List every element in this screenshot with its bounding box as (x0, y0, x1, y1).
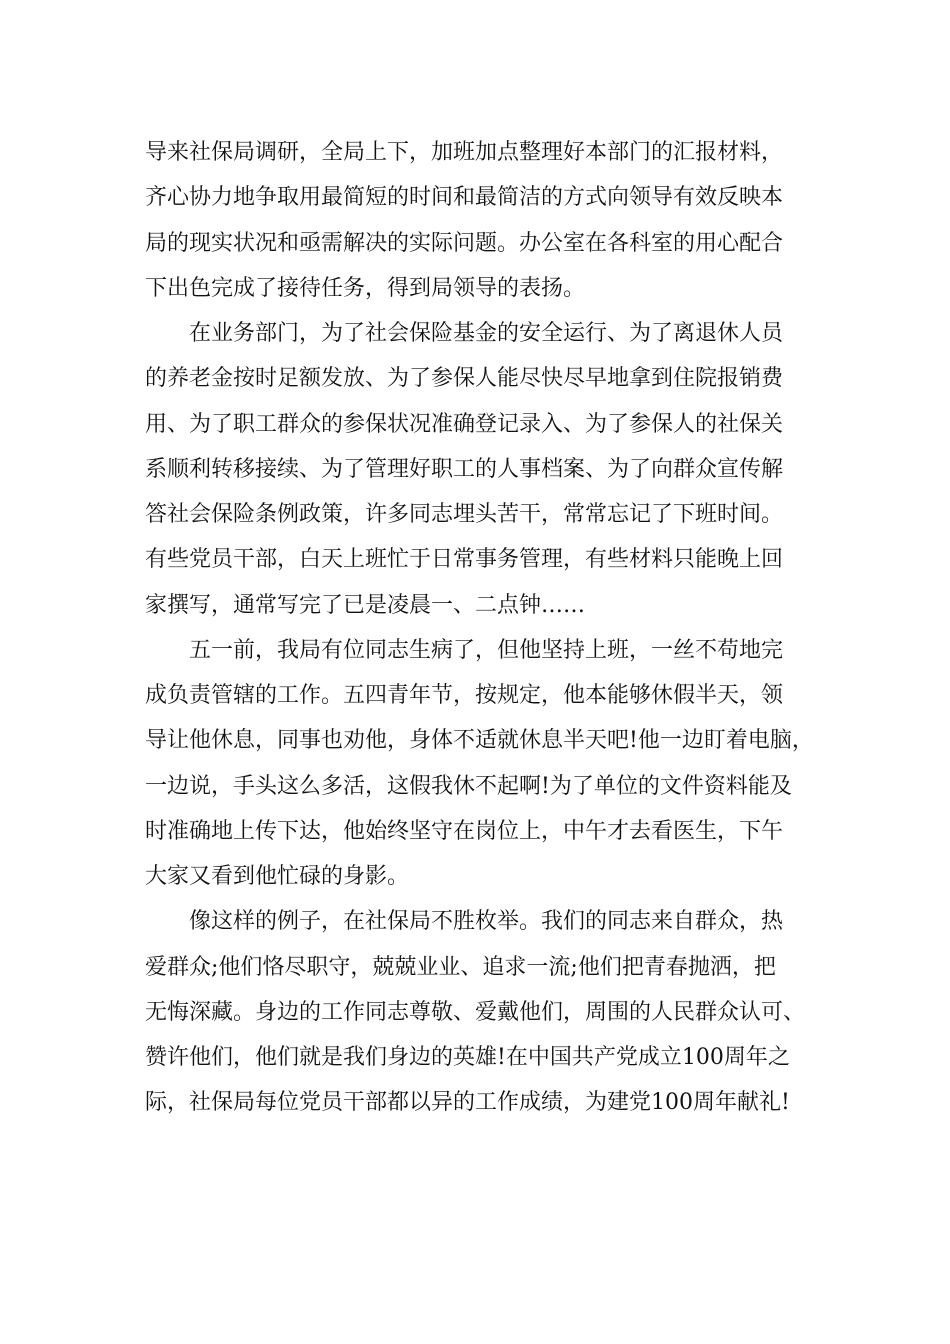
paragraph-line: 际，社保局每位党员干部都以异的工作成绩，为建党100周年献礼! (145, 1090, 790, 1116)
paragraph-line: 用、为了职工群众的参保状况准确登记录入、为了参保人的社保关 (145, 411, 784, 437)
paragraph-line: 大家又看到他忙碌的身影。 (145, 864, 410, 889)
paragraph-line: 赞许他们，他们就是我们身边的英雄!在中国共产党成立100周年之 (145, 1045, 790, 1070)
paragraph-line: 成负责管辖的工作。五四青年节，按规定，他本能够休假半天，领 (145, 683, 784, 708)
paragraph-line: 时准确地上传下达，他始终坚守在岗位上，中午才去看医生，下午 (145, 818, 784, 844)
paragraph-line: 导让他休息，同事也劝他，身体不适就休息半天吧!他一边盯着电脑， (145, 728, 814, 754)
paragraph-line: 家撰写，通常写完了已是凌晨一、二点钟…… (145, 592, 586, 618)
paragraph-line: 系顺利转移接续、为了管理好职工的人事档案、为了向群众宣传解 (145, 456, 784, 482)
paragraph-line: 的养老金按时足额发放、为了参保人能尽快尽早地拿到住院报销费 (145, 366, 784, 392)
paragraph-line: 齐心协力地争取用最简短的时间和最简洁的方式向领导有效反映本 (145, 185, 784, 211)
paragraph-line: 局的现实状况和亟需解决的实际问题。办公室在各科室的用心配合 (145, 230, 784, 256)
paragraph-first-line: 像这样的例子，在社保局不胜枚举。我们的同志来自群众，热 (189, 909, 784, 935)
paragraph-line: 爱群众;他们恪尽职守，兢兢业业、追求一流;他们把青春抛洒，把 (145, 954, 776, 980)
paragraph-first-line: 在业务部门，为了社会保险基金的安全运行、为了离退休人员 (189, 321, 784, 346)
paragraph-line: 导来社保局调研，全局上下，加班加点整理好本部门的汇报材料， (145, 140, 784, 165)
document-body (145, 130, 825, 1126)
paragraph-line: 答社会保险条例政策，许多同志埋头苦干，常常忘记了下班时间。 (145, 502, 784, 527)
paragraph-line: 下出色完成了接待任务，得到局领导的表扬。 (145, 275, 586, 301)
paragraph-first-line: 五一前，我局有位同志生病了，但他坚持上班，一丝不苟地完 (189, 637, 784, 663)
paragraph-line: 一边说，手头这么多活，这假我休不起啊!为了单位的文件资料能及 (145, 773, 792, 799)
paragraph-line: 无悔深藏。身边的工作同志尊敬、爱戴他们，周围的人民群众认可、 (145, 999, 806, 1025)
paragraph-line: 有些党员干部，白天上班忙于日常事务管理，有些材料只能晚上回 (145, 547, 784, 573)
